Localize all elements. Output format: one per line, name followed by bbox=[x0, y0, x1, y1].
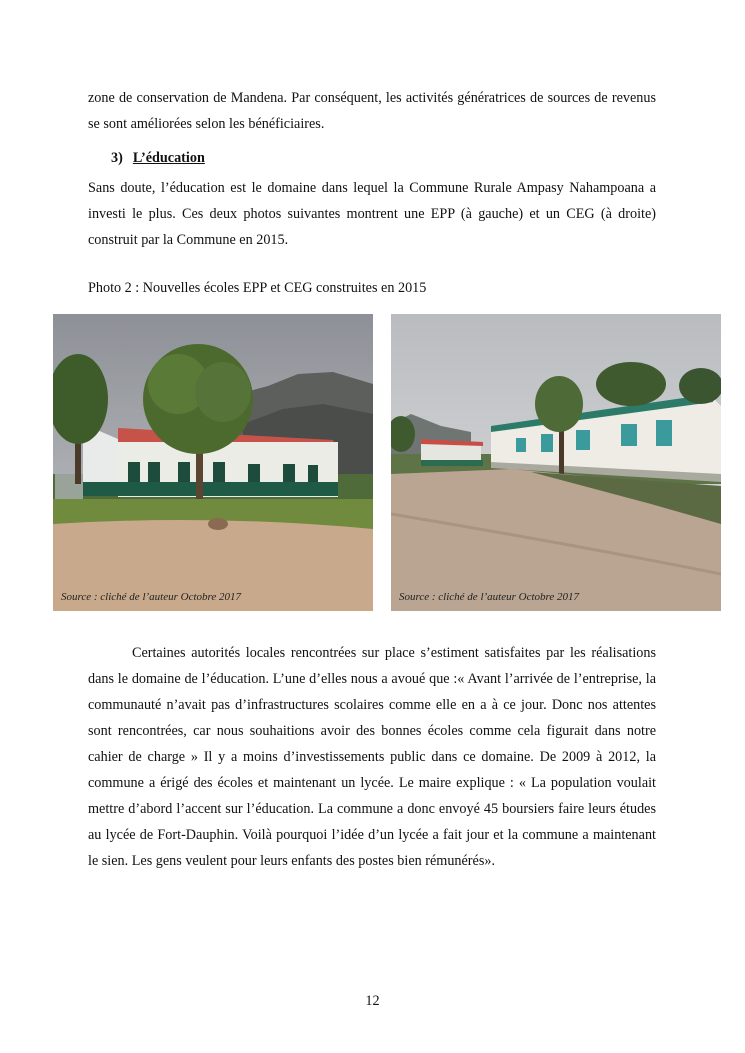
page-number: 12 bbox=[365, 993, 380, 1009]
epp-school-image bbox=[53, 314, 373, 611]
right-photo-source: Source : cliché de l’auteur Octobre 2017 bbox=[399, 591, 580, 603]
photo-ceg-school bbox=[391, 314, 721, 611]
photo-epp-school bbox=[53, 314, 373, 611]
intro-paragraph: zone de conservation de Mandena. Par conséquent, les activités génératrices de sources de revenus se sont améliorées selon les bénéficiaires. bbox=[88, 90, 656, 132]
section-number: 3) bbox=[111, 150, 123, 166]
figure-caption: Photo 2 : Nouvelles écoles EPP et CEG construites en 2015 bbox=[88, 280, 427, 296]
left-photo-source: Source : cliché de l’auteur Octobre 2017 bbox=[61, 591, 242, 603]
education-paragraph: Sans doute, l’éducation est le domaine dans lequel la Commune Rurale Ampasy Nahampoana a investi le plus. Ces deux photos suivantes montrent une EPP (à gauche) et un CEG (à droite) construit par la Commune en 2015. bbox=[88, 180, 656, 248]
ceg-school-image bbox=[391, 314, 721, 611]
body-paragraph bbox=[88, 640, 656, 874]
section-title: L’éducation bbox=[132, 150, 205, 166]
body-paragraph-text: Certaines autorités locales rencontrées sur place s’estiment satisfaites par les réalisations dans le domaine de l’éducation. L’une d’elles nous a avoué que :« Avant l’arrivée de l’entreprise, la communauté n’avait pas d’infrastructures scolaires comme elle en a à ce jour. Donc nos attentes sont rencontrées, car nous souhaitions avoir des bonnes écoles comme cela figurait dans notre cahier de charge » Il y a moins d’investissements public dans ce domaine. De 2009 à 2012, la commune a érigé des écoles et maintenant un lycée. Le maire explique : « La population voulait mettre d’abord l’accent sur l’éducation. La commune a donc envoyé 45 boursiers faire leurs études au lycée de Fort-Dauphin. Voilà pourquoi l’idée d’un lycée a fait jour et la commune a maintenant le sien. Les gens veulent pour leurs enfants des postes bien rémunérés». bbox=[88, 645, 656, 869]
section-heading bbox=[111, 150, 205, 167]
